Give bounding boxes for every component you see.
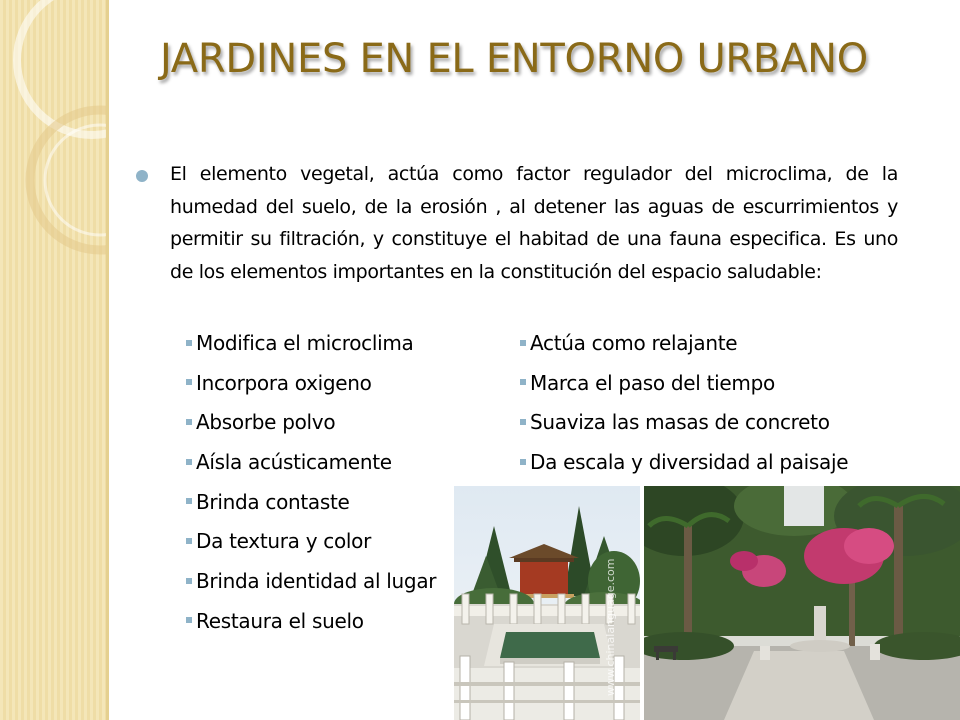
- square-bullet-icon: [186, 498, 192, 504]
- list-item: [186, 485, 436, 525]
- bullet-icon: [136, 170, 148, 182]
- list-item: [186, 564, 436, 604]
- list-item: [186, 604, 436, 644]
- list-item: [186, 524, 436, 564]
- list-item: [520, 326, 848, 366]
- square-bullet-icon: [520, 419, 526, 425]
- list-item: [186, 405, 436, 445]
- list-item: [520, 445, 848, 485]
- square-bullet-icon: [186, 340, 192, 346]
- list-item-label: Suaviza las masas de concreto: [530, 410, 830, 435]
- list-item-label: Absorbe polvo: [196, 410, 336, 435]
- side-panel-edge: [106, 0, 109, 720]
- list-item-label: Modifica el microclima: [196, 331, 414, 355]
- list-item-label: Da textura y color: [196, 529, 372, 554]
- square-bullet-icon: [186, 538, 192, 544]
- decorative-side-panel: [0, 0, 108, 720]
- square-bullet-icon: [186, 419, 192, 425]
- square-bullet-icon: [520, 379, 526, 385]
- photo-watermark: www.chinalanguage.com: [604, 558, 617, 696]
- benefits-list-left: [186, 326, 436, 644]
- square-bullet-icon: [520, 459, 526, 465]
- photo-urban-park: [644, 486, 960, 720]
- square-bullet-icon: [186, 379, 192, 385]
- list-item: [186, 445, 436, 485]
- list-item-label: Da escala y diversidad al paisaje: [530, 450, 849, 475]
- square-bullet-icon: [186, 578, 192, 584]
- photo-chinese-garden: [454, 486, 640, 720]
- list-item-label: Brinda identidad al lugar: [196, 569, 437, 594]
- benefits-list-right: [520, 326, 848, 485]
- list-item-label: Brinda contaste: [196, 489, 350, 514]
- urban-park-image: [644, 486, 960, 720]
- list-item-label: Marca el paso del tiempo: [530, 370, 775, 395]
- square-bullet-icon: [186, 459, 192, 465]
- square-bullet-icon: [520, 340, 526, 346]
- list-item: [186, 326, 436, 366]
- intro-paragraph: El elemento vegetal, actúa como factor regulador del microclima, de la humedad del suelo, de la erosión , al detener las aguas de escurrimientos y permitir su filtración, y constituye el habitad de una fauna especifica. Es uno de los elementos importantes en la constitución del espacio saludable:: [170, 163, 898, 283]
- list-item-label: Restaura el suelo: [196, 608, 364, 633]
- decorative-circles: [0, 0, 108, 720]
- slide-title: JARDINES EN EL ENTORNO URBANO: [160, 36, 868, 82]
- list-item: [520, 366, 848, 406]
- square-bullet-icon: [186, 617, 192, 623]
- list-item-label: Aísla acústicamente: [196, 450, 392, 475]
- list-item-label: Actúa como relajante: [530, 331, 738, 355]
- list-item-label: Incorpora oxigeno: [196, 370, 372, 395]
- list-item: [520, 405, 848, 445]
- list-item: [186, 366, 436, 406]
